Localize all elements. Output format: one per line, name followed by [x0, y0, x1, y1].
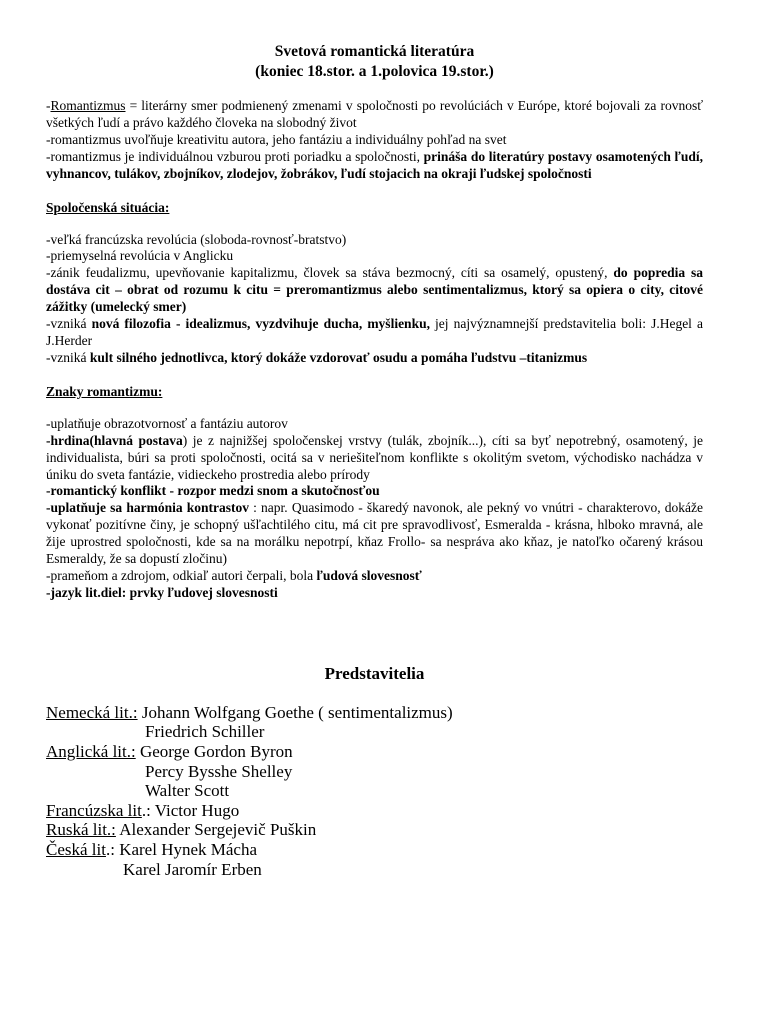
sign-item-4-bold: -uplatňuje sa harmónia kontrastov: [46, 500, 249, 516]
sign-item-1: -uplatňuje obrazotvornosť a fantáziu autorov: [46, 415, 288, 431]
definition-text: = literárny smer podmienený zmenami v spoločnosti po revolúciách v Európe, ktoré bojovali za rovnosť všetkých ľudí a právo každého človeka na slobodný život: [46, 98, 703, 130]
social-item-5-a: -vzniká: [46, 349, 90, 365]
german-label: Nemecká lit.:: [46, 702, 138, 722]
author-puskin: Alexander Sergejevič Puškin: [115, 820, 317, 840]
sign-item-3: -romantický konflikt - rozpor medzi snom a skutočnosťou: [46, 483, 380, 499]
intro-paragraph-2: -romantizmus uvoľňuje kreativitu autora, jeho fantáziu a individuálny pohľad na svet: [46, 131, 507, 147]
author-scott: Walter Scott: [145, 781, 230, 801]
social-item-3-bold: do popredia sa dostáva cit – obrat od rozumu k citu = preromantizmus alebo sentimentalizmus, ktorý sa opiera o city, citové zážitky (umelecký smer): [46, 265, 703, 315]
social-item-4: [46, 316, 703, 350]
representatives-heading: Predstavitelia: [324, 663, 425, 683]
document-page: [46, 42, 703, 879]
czech-row: [46, 840, 703, 860]
czech-label: Česká lit: [46, 839, 106, 859]
social-item-4-bold: nová filozofia - idealizmus, vyzdvihuje ducha, myšlienku,: [91, 316, 430, 332]
dash: -: [46, 98, 51, 113]
romantizmus-term: Romantizmus: [50, 98, 126, 113]
social-item-4-a: -vzniká: [46, 316, 92, 332]
intro-p3-bold: prináša do literatúry postavy osamotených ľudí, vyhnancov, tulákov, zbojníkov, zlodejov, žobrákov, ľudí stojacich na okraji ľudskej spoločnosti: [46, 148, 703, 181]
author-hugo: .: Victor Hugo: [141, 800, 240, 820]
signs-heading: Znaky romantizmu:: [46, 383, 163, 399]
czech-row-2: [46, 860, 703, 880]
russian-label: Ruská lit.:: [46, 820, 116, 840]
title-line-2: (koniec 18.stor. a 1.polovica 19.stor.): [255, 63, 494, 80]
social-situation-heading: Spoločenská situácia:: [46, 199, 170, 215]
sign-item-5: [46, 568, 703, 585]
german-row-2: [46, 722, 703, 742]
social-item-3: [46, 265, 703, 316]
russian-row: [46, 820, 703, 840]
english-row-3: [46, 781, 703, 801]
social-item-5-bold: kult silného jednotlivca, ktorý dokáže vzdorovať osudu a pomáha ľudstvu –titanizmus: [89, 349, 588, 365]
document-title: [46, 42, 703, 82]
social-item-4-b: jej najvýznamnejší predstavitelia boli: J.Hegel a J.Herder: [46, 316, 704, 348]
french-label: Francúzska lit: [46, 800, 142, 820]
author-macha: .: Karel Hynek Mácha: [105, 839, 258, 859]
sign-item-4-rest: : napr. Quasimodo - škaredý navonok, ale pekný vo vnútri - charakterovo, dokáže vykonať pozitívne činy, je schopný ušľachtilého citu, má cit pre spravodlivosť, Esmeralda - krásna, hlboko mravná, ale žije uprostred spoločnosti, kde sa na morálku nepotrpí, kňaz Frollo- sa nespráva ako kňaz, je natoľko očarený krásou Esmeraldy, že sa dopustí zločinu): [46, 500, 703, 567]
sign-item-2: [46, 433, 703, 484]
english-row: [46, 742, 703, 762]
french-row: [46, 801, 703, 821]
sign-item-2-rest: ) je z najnižšej spoločenskej vrstvy (tulák, zbojník...), cíti sa byť nepotrebný, osamotený, je individualista, búri sa proti spoločnosti, ocitá sa v neriešiteľnom konflikte s okolitým svetom, východisko nachádza v úniku do sveta fantázie, vidieckeho prostredia alebo prírody: [46, 432, 703, 482]
title-line-1: Svetová romantická literatúra: [274, 43, 475, 60]
intro-section: [46, 98, 703, 183]
sign-item-5-bold: ľudová slovesnosť: [316, 567, 422, 583]
intro-paragraph-3: [46, 149, 703, 183]
signs-section: [46, 416, 703, 602]
sign-item-5-plain: -prameňom a zdrojom, odkiaľ autori čerpali, bola: [46, 567, 317, 583]
sign-item-6: -jazyk lit.diel: prvky ľudovej slovesnosti: [46, 584, 278, 600]
representatives-list: [46, 703, 703, 879]
author-byron: George Gordon Byron: [135, 741, 293, 761]
social-item-5: [46, 350, 703, 367]
social-item-1: -veľká francúzska revolúcia (sloboda-rovnosť-bratstvo): [46, 231, 347, 247]
intro-p3-plain: -romantizmus je individuálnou vzburou proti poriadku a spoločnosti,: [46, 148, 424, 164]
social-item-3-plain: -zánik feudalizmu, upevňovanie kapitalizmu, človek sa stáva bezmocný, cíti sa osamelý, opustený,: [46, 265, 614, 281]
english-label: Anglická lit.:: [46, 741, 136, 761]
social-situation-section: [46, 232, 703, 367]
author-erben: Karel Jaromír Erben: [123, 859, 262, 879]
intro-paragraph-1: [46, 98, 703, 132]
english-row-2: [46, 762, 703, 782]
social-item-2: -priemyselná revolúcia v Anglicku: [46, 248, 234, 264]
author-schiller: Friedrich Schiller: [145, 722, 265, 742]
sign-item-4: [46, 500, 703, 568]
sign-item-2-bold: -hrdina(hlavná postava: [46, 432, 183, 448]
german-row: [46, 703, 703, 723]
author-shelley: Percy Bysshe Shelley: [145, 761, 293, 781]
author-goethe: Johann Wolfgang Goethe ( sentimentalizmus): [137, 702, 453, 722]
